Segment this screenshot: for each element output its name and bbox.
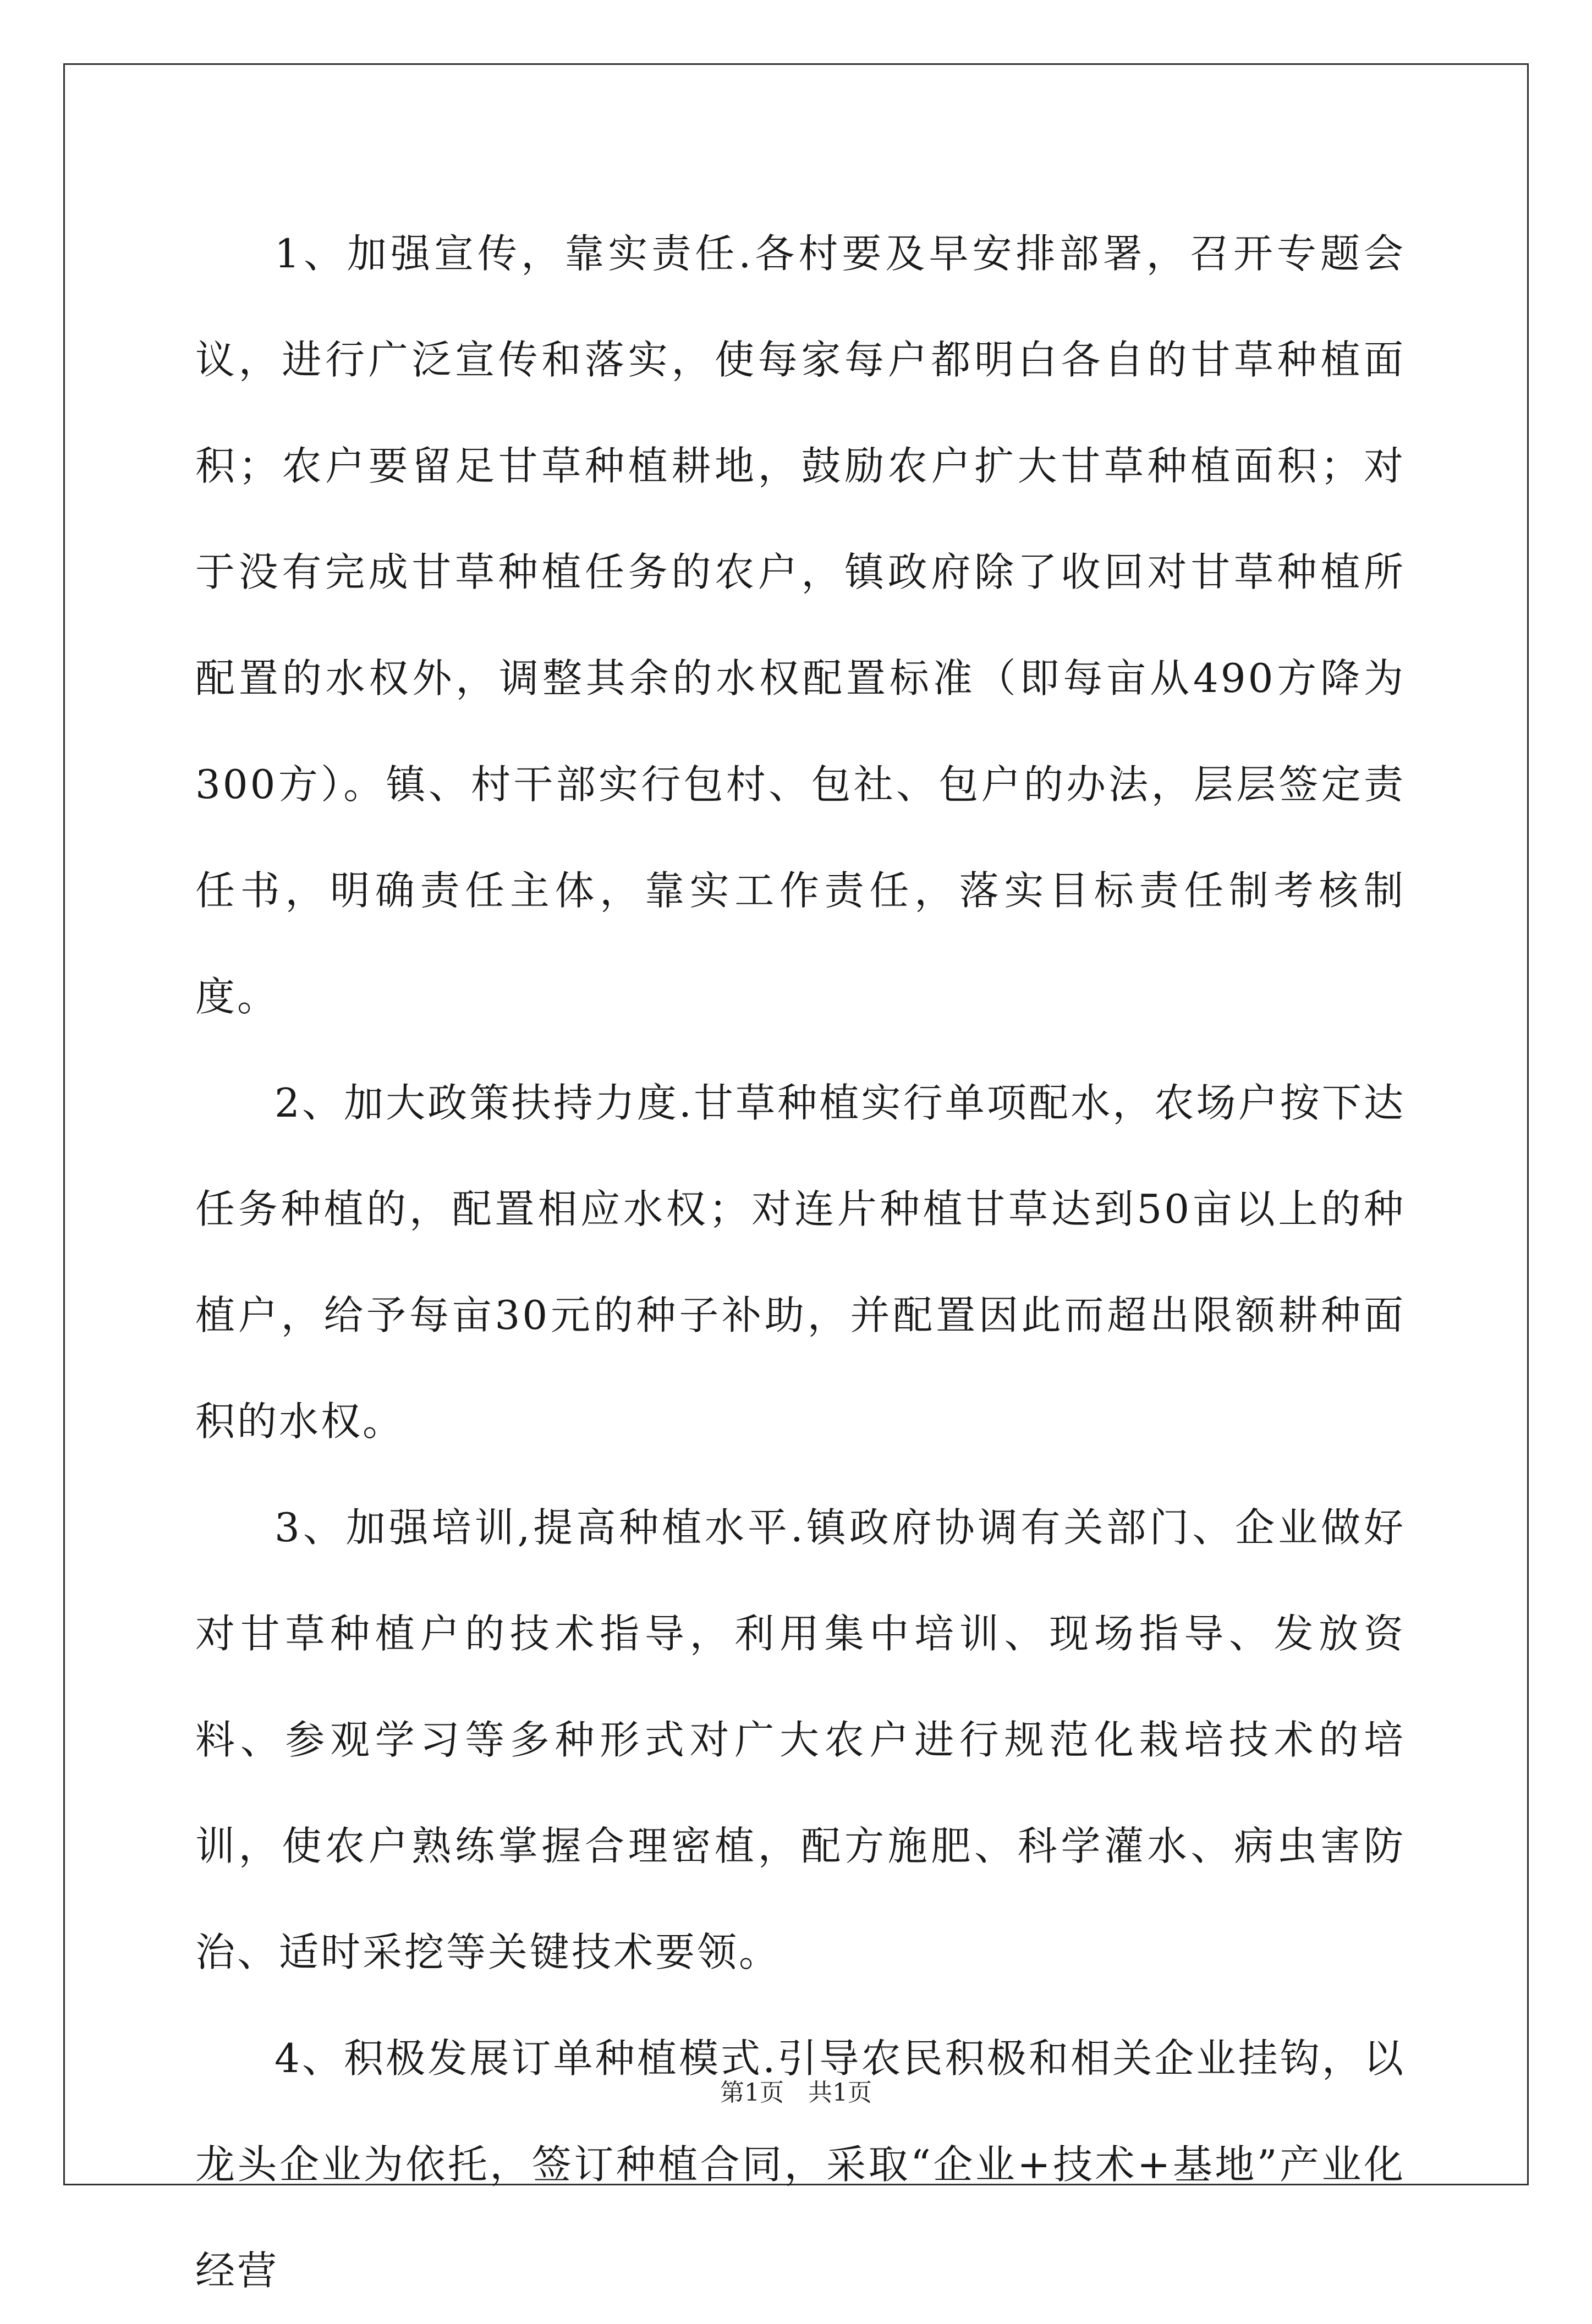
- paragraph-1: 1、加强宣传，靠实责任.各村要及早安排部署，召开专题会议，进行广泛宣传和落实，使每家每户都明白各自的甘草种植面积；农户要留足甘草种植耕地，鼓励农户扩大甘草种植面积；对于没有完成甘草种植任务的农户，镇政府除了收回对甘草种植所配置的水权外，调整其余的水权配置标准（即每亩从490方降为300方）。镇、村干部实行包村、包社、包户的办法，层层签定责任书，明确责任主体，靠实工作责任，落实目标责任制考核制度。: [195, 230, 1406, 1020]
- page-footer: [0, 2076, 1592, 2109]
- document-body: [195, 201, 1406, 2324]
- paragraph-3: 3、加强培训,提高种植水平.镇政府协调有关部门、企业做好对甘草种植户的技术指导，利用集中培训、现场指导、发放资料、参观学习等多种形式对广大农户进行规范化栽培技术的培训，使农户熟练掌握合理密植，配方施肥、科学灌水、病虫害防治、适时采挖等关键技术要领。: [195, 1504, 1406, 1975]
- paragraph-2: 2、加大政策扶持力度.甘草种植实行单项配水，农场户按下达任务种植的，配置相应水权；对连片种植甘草达到50亩以上的种植户，给予每亩30元的种子补助，并配置因此而超出限额耕种面积的水权。: [195, 1080, 1406, 1444]
- paragraph-4: 4、积极发展订单种植模式.引导农民积极和相关企业挂钩，以龙头企业为依托，签订种植合同，采取“企业+技术+基地”产业化经营: [195, 2035, 1406, 2294]
- page-number-total: 共1页: [808, 2079, 872, 2107]
- page-number-current: 第1页: [720, 2079, 784, 2107]
